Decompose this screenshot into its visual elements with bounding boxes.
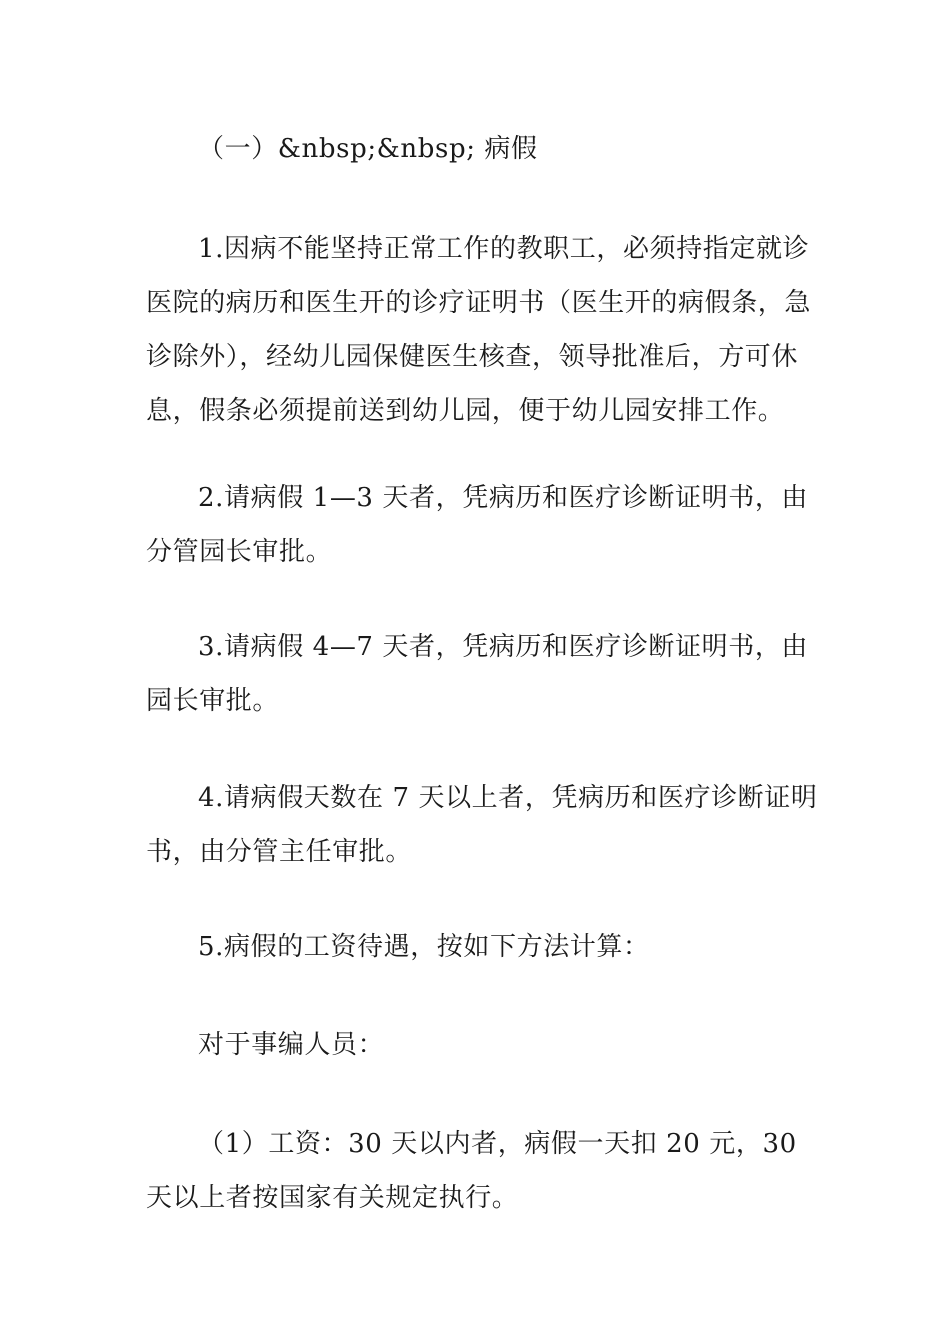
paragraph-5: 5.病假的工资待遇，按如下方法计算： bbox=[198, 932, 650, 962]
paragraph-1: 1.因病不能坚持正常工作的教职工，必须持指定就诊医院的病历和医生开的诊疗证明书（医生开的病假条，急诊除外），经幼儿园保健医生核查，领导批准后，方可休息，假条必须提前送到幼儿园，便于幼儿园安排工作。 bbox=[146, 234, 812, 426]
paragraph-4: 4.请病假天数在 7 天以上者，凭病历和医疗诊断证明书，由分管主任审批。 bbox=[146, 783, 818, 867]
paragraph-7: （1）工资：30 天以内者，病假一天扣 20 元，30 天以上者按国家有关规定执行。 bbox=[146, 1129, 797, 1213]
paragraph-3: 3.请病假 4—7 天者，凭病历和医疗诊断证明书，由园长审批。 bbox=[146, 632, 809, 716]
section-heading: （一）&nbsp;&nbsp; 病假 bbox=[198, 134, 538, 164]
paragraph-2: 2.请病假 1—3 天者，凭病历和医疗诊断证明书，由分管园长审批。 bbox=[146, 483, 809, 567]
paragraph-6: 对于事编人员： bbox=[198, 1030, 385, 1060]
